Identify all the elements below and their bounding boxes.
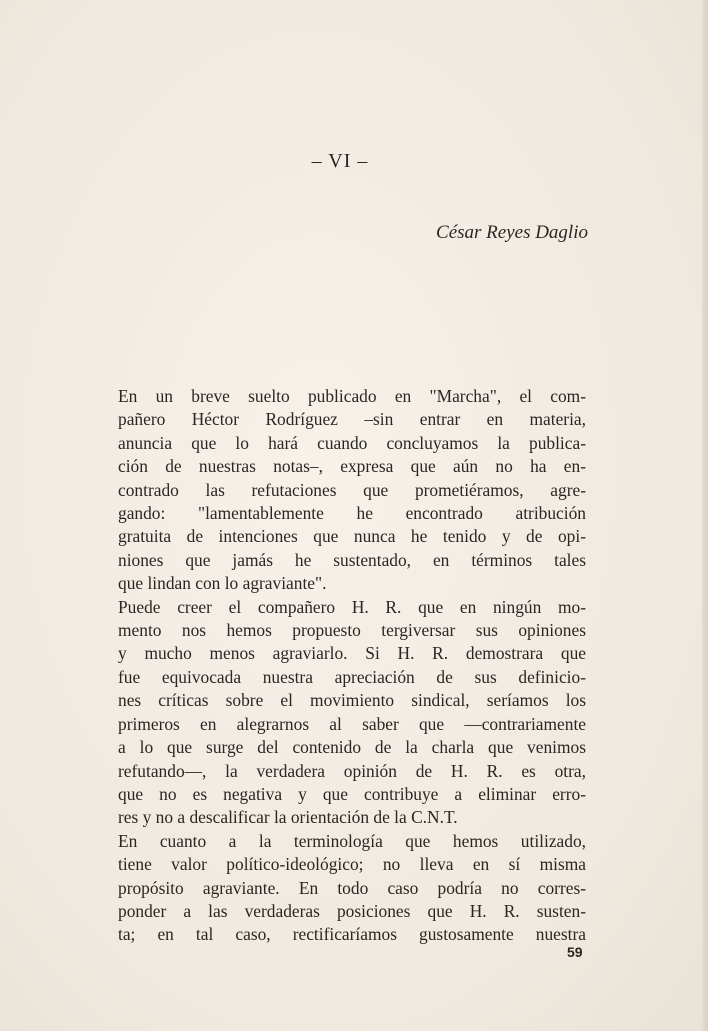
text-line: niones que jamás he sustentado, en términos tales	[118, 549, 586, 570]
text-line: gando: "lamentablemente he encontrado atribución	[118, 503, 586, 524]
text-line: ponder a las verdaderas posiciones que H. R. susten-	[118, 900, 586, 921]
text-line: que lindan con lo agraviante".	[118, 573, 327, 594]
paragraph	[118, 596, 586, 830]
text-line: a lo que surge del contenido de la charla que venimos	[118, 737, 586, 758]
paragraph	[118, 830, 586, 947]
text-line: refutando—, la verdadera opinión de H. R. es otra,	[118, 760, 586, 781]
text-line: res y no a descalificar la orientación de la C.N.T.	[118, 807, 458, 828]
author-name: César Reyes Daglio	[436, 222, 588, 243]
paragraph	[118, 385, 586, 596]
text-line: mento nos hemos propuesto tergiversar sus opiniones	[118, 620, 586, 641]
chapter-heading: – VI –	[311, 150, 369, 172]
text-line: y mucho menos agraviarlo. Si H. R. demostrara que	[118, 643, 586, 664]
text-line: contrado las refutaciones que prometiéramos, agre-	[118, 479, 586, 500]
page-spine-shadow	[702, 0, 708, 1031]
text-line: primeros en alegrarnos al saber que —contrariamente	[118, 713, 586, 734]
text-line: ta; en tal caso, rectificaríamos gustosamente nuestra	[118, 924, 586, 945]
text-line: ción de nuestras notas–, expresa que aún no ha en-	[118, 456, 586, 477]
text-line: gratuita de intenciones que nunca he tenido y de opi-	[118, 526, 586, 547]
text-line: que no es negativa y que contribuye a eliminar erro-	[118, 783, 586, 804]
text-line: pañero Héctor Rodríguez –sin entrar en materia,	[118, 409, 586, 430]
text-line: anuncia que lo hará cuando concluyamos la publica-	[118, 432, 586, 453]
text-line: Puede creer el compañero H. R. que en ningún mo-	[118, 596, 586, 617]
text-line: En cuanto a la terminología que hemos utilizado,	[118, 830, 586, 851]
body-text	[118, 385, 586, 947]
text-line: En un breve suelto publicado en "Marcha", el com-	[118, 386, 586, 406]
text-line: tiene valor político-ideológico; no lleva en sí misma	[118, 854, 586, 875]
text-line: propósito agraviante. En todo caso podría no corres-	[118, 877, 586, 898]
text-line: fue equivocada nuestra apreciación de sus definicio-	[118, 666, 586, 687]
page-number: 59	[567, 944, 583, 960]
text-line: nes críticas sobre el movimiento sindical, seríamos los	[118, 690, 586, 711]
